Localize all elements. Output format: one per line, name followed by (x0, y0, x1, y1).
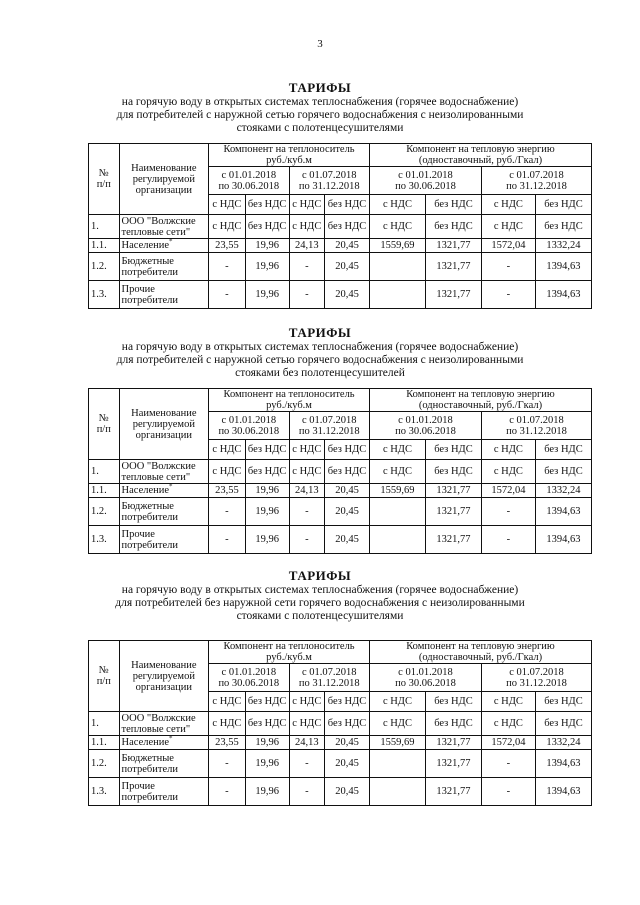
value-cell: 1321,77 (425, 498, 481, 526)
value-cell: - (209, 281, 246, 309)
header-name: Наименование регулируемой организации (119, 389, 209, 460)
value-cell: 24,13 (289, 239, 325, 253)
table-row (89, 253, 592, 281)
value-cell: - (289, 750, 325, 778)
value-cell: - (289, 778, 325, 806)
value-cell: 19,96 (245, 239, 289, 253)
section-subtitle-line: на горячую воду в открытых системах теплоснабжения (горячее водоснабжение) (121, 584, 519, 596)
row-num: 1.3. (89, 526, 120, 554)
section-subtitle-line: стояками без полотенцесушителей (235, 367, 405, 379)
value-cell (369, 253, 425, 281)
header-water-component: Компонент на теплоноситель руб./куб.м (209, 641, 370, 664)
header-period-2: с 01.07.2018 по 31.12.2018 (289, 167, 369, 195)
org-with-vat: с НДС (209, 712, 246, 736)
value-cell: - (481, 281, 535, 309)
tariff-section (0, 80, 640, 135)
header-without-vat: без НДС (245, 195, 289, 215)
value-cell: - (209, 498, 246, 526)
row-num: 1.3. (89, 778, 120, 806)
value-cell: 1321,77 (425, 526, 481, 554)
header-period-2: с 01.07.2018 по 31.12.2018 (481, 167, 591, 195)
header-name: Наименование регулируемой организации (119, 144, 209, 215)
value-cell: 24,13 (289, 736, 325, 750)
value-cell: 1559,69 (369, 484, 425, 498)
header-with-vat: с НДС (369, 195, 425, 215)
org-num: 1. (89, 215, 120, 239)
value-cell: 1394,63 (535, 281, 591, 309)
value-cell: 1332,24 (535, 484, 591, 498)
header-with-vat: с НДС (289, 195, 325, 215)
org-name: ООО "Волжские тепловые сети" (119, 460, 209, 484)
org-with-vat: с НДС (209, 215, 246, 239)
section-subtitle-line: для потребителей с наружной сетью горячего водоснабжения с неизолированными (116, 109, 524, 121)
header-num: № п/п (89, 144, 120, 215)
org-with-vat: с НДС (289, 460, 325, 484)
org-with-vat: с НДС (289, 215, 325, 239)
row-num: 1.2. (89, 750, 120, 778)
org-without-vat: без НДС (245, 215, 289, 239)
value-cell: 20,45 (325, 736, 370, 750)
header-period-1: с 01.01.2018 по 30.06.2018 (209, 664, 289, 692)
section-subtitle-line: стояками с полотенцесушителями (236, 122, 404, 134)
value-cell (369, 498, 425, 526)
org-with-vat: с НДС (481, 460, 535, 484)
value-cell: 1321,77 (425, 281, 481, 309)
header-without-vat: без НДС (535, 440, 591, 460)
row-num: 1.3. (89, 281, 120, 309)
org-without-vat: без НДС (425, 712, 481, 736)
page-number: 3 (317, 38, 323, 50)
header-water-component: Компонент на теплоноситель руб./куб.м (209, 389, 370, 412)
org-without-vat: без НДС (535, 460, 591, 484)
row-num: 1.1. (89, 484, 120, 498)
footnote-mark: * (169, 735, 173, 743)
header-period-1: с 01.01.2018 по 30.06.2018 (369, 664, 481, 692)
table-row (89, 484, 592, 498)
header-with-vat: с НДС (209, 692, 246, 712)
row-name: Прочие потребители (119, 281, 209, 309)
table-row (89, 526, 592, 554)
header-without-vat: без НДС (325, 440, 370, 460)
header-without-vat: без НДС (535, 195, 591, 215)
value-cell: 1559,69 (369, 736, 425, 750)
header-period-1: с 01.01.2018 по 30.06.2018 (209, 412, 289, 440)
row-num: 1.2. (89, 498, 120, 526)
value-cell: - (289, 253, 325, 281)
header-without-vat: без НДС (535, 692, 591, 712)
value-cell: 1572,04 (481, 239, 535, 253)
table-row (89, 736, 592, 750)
header-without-vat: без НДС (425, 195, 481, 215)
row-num: 1.1. (89, 736, 120, 750)
table-row (89, 239, 592, 253)
header-without-vat: без НДС (245, 440, 289, 460)
header-without-vat: без НДС (325, 692, 370, 712)
section-subtitle-line: для потребителей без наружной сети горячего водоснабжения с неизолированными (115, 597, 525, 609)
section-subtitle-line: стояками с полотенцесушителями (236, 610, 404, 622)
org-without-vat: без НДС (325, 460, 370, 484)
section-title: ТАРИФЫ (288, 325, 352, 340)
value-cell: 1394,63 (535, 778, 591, 806)
value-cell (369, 526, 425, 554)
header-without-vat: без НДС (425, 440, 481, 460)
value-cell: - (481, 750, 535, 778)
header-with-vat: с НДС (209, 440, 246, 460)
row-name: Население* (119, 239, 209, 253)
section-subtitle-line: на горячую воду в открытых системах теплоснабжения (горячее водоснабжение) (121, 96, 519, 108)
value-cell: - (209, 526, 246, 554)
value-cell: 23,55 (209, 239, 246, 253)
row-name: Бюджетные потребители (119, 750, 209, 778)
header-with-vat: с НДС (209, 195, 246, 215)
value-cell: 1321,77 (425, 253, 481, 281)
value-cell: 20,45 (325, 750, 370, 778)
tariff-section (0, 568, 640, 623)
value-cell: - (209, 750, 246, 778)
org-with-vat: с НДС (369, 460, 425, 484)
value-cell: 20,45 (325, 778, 370, 806)
value-cell: - (289, 281, 325, 309)
value-cell: - (209, 778, 246, 806)
org-with-vat: с НДС (369, 215, 425, 239)
org-without-vat: без НДС (245, 460, 289, 484)
org-without-vat: без НДС (535, 712, 591, 736)
org-num: 1. (89, 712, 120, 736)
header-with-vat: с НДС (481, 692, 535, 712)
value-cell: 1572,04 (481, 736, 535, 750)
tariff-table (88, 640, 592, 806)
header-without-vat: без НДС (325, 195, 370, 215)
value-cell: 23,55 (209, 484, 246, 498)
value-cell: - (289, 526, 325, 554)
org-with-vat: с НДС (209, 460, 246, 484)
value-cell: 1321,77 (425, 736, 481, 750)
org-with-vat: с НДС (481, 712, 535, 736)
value-cell: 1321,77 (425, 778, 481, 806)
value-cell: - (289, 498, 325, 526)
value-cell: 19,96 (245, 736, 289, 750)
row-name: Население* (119, 736, 209, 750)
value-cell: 20,45 (325, 253, 370, 281)
section-title: ТАРИФЫ (288, 80, 352, 95)
org-without-vat: без НДС (325, 712, 370, 736)
header-with-vat: с НДС (289, 692, 325, 712)
header-name: Наименование регулируемой организации (119, 641, 209, 712)
value-cell: - (209, 253, 246, 281)
value-cell: 19,96 (245, 750, 289, 778)
org-name: ООО "Волжские тепловые сети" (119, 215, 209, 239)
header-num: № п/п (89, 641, 120, 712)
value-cell: 20,45 (325, 281, 370, 309)
header-period-2: с 01.07.2018 по 31.12.2018 (481, 412, 591, 440)
header-heat-component: Компонент на тепловую энергию (одноставочный, руб./Гкал) (369, 144, 591, 167)
tariff-table (88, 388, 592, 554)
row-name: Прочие потребители (119, 526, 209, 554)
header-with-vat: с НДС (369, 692, 425, 712)
table-row (89, 750, 592, 778)
value-cell: 1559,69 (369, 239, 425, 253)
value-cell (369, 750, 425, 778)
header-period-1: с 01.01.2018 по 30.06.2018 (369, 167, 481, 195)
value-cell: 19,96 (245, 253, 289, 281)
value-cell: 1394,63 (535, 253, 591, 281)
row-name: Население* (119, 484, 209, 498)
header-without-vat: без НДС (245, 692, 289, 712)
header-with-vat: с НДС (289, 440, 325, 460)
header-period-2: с 01.07.2018 по 31.12.2018 (289, 664, 369, 692)
value-cell: 1394,63 (535, 750, 591, 778)
org-without-vat: без НДС (245, 712, 289, 736)
org-with-vat: с НДС (369, 712, 425, 736)
section-subtitle-line: на горячую воду в открытых системах теплоснабжения (горячее водоснабжение) (121, 341, 519, 353)
value-cell: 19,96 (245, 778, 289, 806)
value-cell (369, 778, 425, 806)
header-with-vat: с НДС (481, 195, 535, 215)
tariff-section (0, 325, 640, 380)
header-heat-component: Компонент на тепловую энергию (одноставочный, руб./Гкал) (369, 641, 591, 664)
row-name: Бюджетные потребители (119, 498, 209, 526)
value-cell: 1332,24 (535, 736, 591, 750)
header-with-vat: с НДС (481, 440, 535, 460)
value-cell: 1332,24 (535, 239, 591, 253)
value-cell: 20,45 (325, 526, 370, 554)
org-name: ООО "Волжские тепловые сети" (119, 712, 209, 736)
table-row (89, 498, 592, 526)
value-cell: 20,45 (325, 498, 370, 526)
header-period-1: с 01.01.2018 по 30.06.2018 (369, 412, 481, 440)
value-cell (369, 281, 425, 309)
value-cell: 23,55 (209, 736, 246, 750)
header-without-vat: без НДС (425, 692, 481, 712)
value-cell: 20,45 (325, 484, 370, 498)
header-with-vat: с НДС (369, 440, 425, 460)
tariff-table (88, 143, 592, 309)
value-cell: 19,96 (245, 498, 289, 526)
org-with-vat: с НДС (289, 712, 325, 736)
value-cell: - (481, 778, 535, 806)
org-num: 1. (89, 460, 120, 484)
org-without-vat: без НДС (535, 215, 591, 239)
value-cell: 19,96 (245, 484, 289, 498)
value-cell: - (481, 526, 535, 554)
row-num: 1.2. (89, 253, 120, 281)
value-cell: 1321,77 (425, 484, 481, 498)
row-name: Прочие потребители (119, 778, 209, 806)
org-with-vat: с НДС (481, 215, 535, 239)
value-cell: 20,45 (325, 239, 370, 253)
value-cell: 19,96 (245, 281, 289, 309)
header-water-component: Компонент на теплоноситель руб./куб.м (209, 144, 370, 167)
value-cell: 24,13 (289, 484, 325, 498)
table-row (89, 778, 592, 806)
footnote-mark: * (169, 238, 173, 246)
header-num: № п/п (89, 389, 120, 460)
footnote-mark: * (169, 483, 173, 491)
section-title: ТАРИФЫ (288, 568, 352, 583)
header-period-2: с 01.07.2018 по 31.12.2018 (289, 412, 369, 440)
value-cell: 1321,77 (425, 239, 481, 253)
table-row (89, 281, 592, 309)
value-cell: - (481, 498, 535, 526)
header-heat-component: Компонент на тепловую энергию (одноставочный, руб./Гкал) (369, 389, 591, 412)
value-cell: 1394,63 (535, 526, 591, 554)
value-cell: 1394,63 (535, 498, 591, 526)
value-cell: - (481, 253, 535, 281)
header-period-1: с 01.01.2018 по 30.06.2018 (209, 167, 289, 195)
org-without-vat: без НДС (425, 215, 481, 239)
value-cell: 19,96 (245, 526, 289, 554)
row-num: 1.1. (89, 239, 120, 253)
org-without-vat: без НДС (425, 460, 481, 484)
row-name: Бюджетные потребители (119, 253, 209, 281)
header-period-2: с 01.07.2018 по 31.12.2018 (481, 664, 591, 692)
org-without-vat: без НДС (325, 215, 370, 239)
value-cell: 1572,04 (481, 484, 535, 498)
section-subtitle-line: для потребителей с наружной сетью горячего водоснабжения с неизолированными (116, 354, 524, 366)
value-cell: 1321,77 (425, 750, 481, 778)
